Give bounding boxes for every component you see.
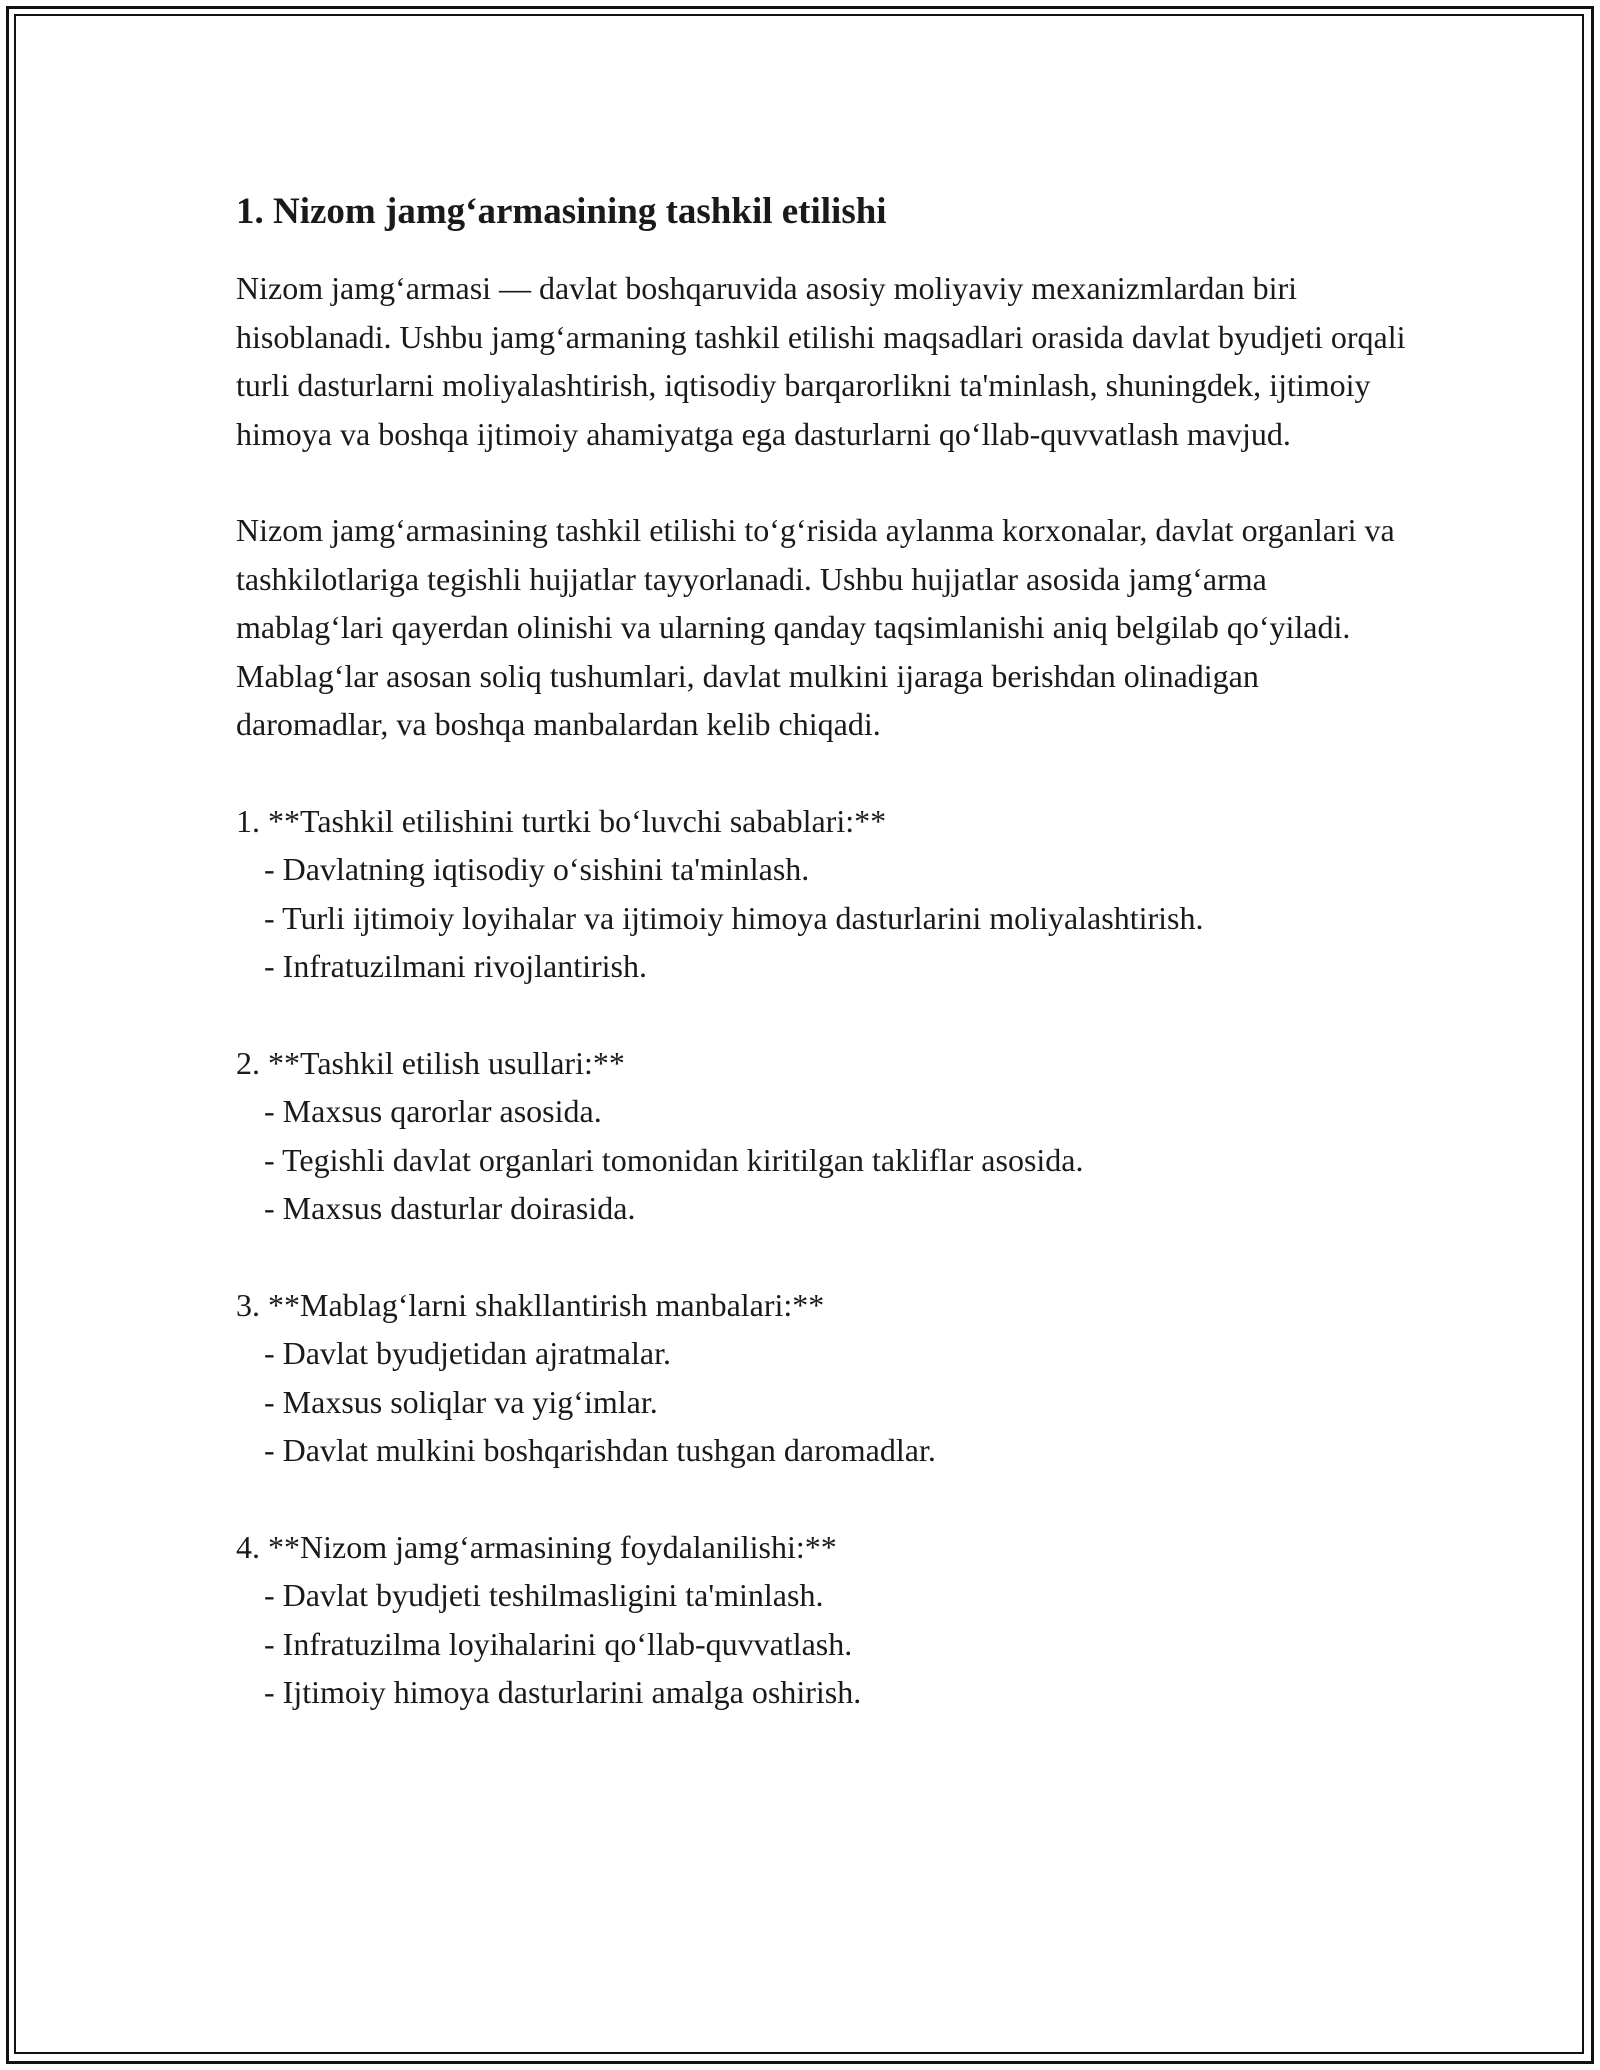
list-item: - Davlatning iqtisodiy o‘sishini ta'minlash. [264,851,810,887]
list-item: - Infratuzilmani rivojlantirish. [264,948,647,984]
section-heading: 2. **Tashkil etilish usullari:** [236,1044,625,1081]
document-title: 1. Nizom jamg‘armasining tashkil etilishi [236,191,887,232]
list-item: - Maxsus qarorlar asosida. [264,1093,602,1129]
section-heading: 1. **Tashkil etilishini turtki bo‘luvchi sabablari:** [236,802,887,839]
section-spacer [236,1475,1416,1523]
list-item: - Davlat byudjetidan ajratmalar. [264,1335,671,1371]
list-item: - Davlat mulkini boshqarishdan tushgan daromadlar. [264,1432,936,1468]
list-item: - Maxsus soliqlar va yig‘imlar. [264,1383,658,1420]
paragraph-documents: Nizom jamg‘armasining tashkil etilishi to‘g‘risida aylanma korxonalar, davlat organlari va tashkilotlariga tegishli hujjatlar tayyorlanadi. Ushbu hujjatlar asosida jamg‘arma mablag‘lari qayerdan olinishi va ularning qanday taqsimlanishi aniq belgilab qo‘yiladi. Mablag‘lar asosan soliq tushumlari, davlat mulkini ijaraga berishdan olinadigan daromadlar, va boshqa manbalardan kelib chiqadi. [236,512,1395,742]
list-item: - Infratuzilma loyihalarini qo‘llab-quvvatlash. [264,1625,853,1662]
list-item: - Maxsus dasturlar doirasida. [264,1190,636,1226]
section-spacer [236,991,1416,1039]
section-sources [236,1281,1416,1475]
section-methods [236,1039,1416,1233]
list-item: - Davlat byudjeti teshilmasligini ta'minlash. [264,1577,824,1613]
list-item: - Ijtimoiy himoya dasturlarini amalga oshirish. [264,1674,862,1710]
paragraph-spacer [236,458,1416,506]
section-spacer [236,749,1416,797]
document-body [236,186,1416,1717]
list-item: - Tegishli davlat organlari tomonidan kiritilgan takliflar asosida. [264,1141,1084,1178]
paragraph-intro: Nizom jamg‘armasi — davlat boshqaruvida asosiy moliyaviy mexanizmlardan biri hisoblanadi. Ushbu jamg‘armaning tashkil etilishi maqsadlari orasida davlat byudjeti orqali turli dasturlarni moliyalashtirish, iqtisodiy barqarorlikni ta'minlash, shuningdek, ijtimoiy himoya va boshqa ijtimoiy ahamiyatga ega dasturlarni qo‘llab-quvvatlash mavjud. [236,270,1406,452]
list-item: - Turli ijtimoiy loyihalar va ijtimoiy himoya dasturlarini moliyalashtirish. [264,899,1204,936]
section-reasons [236,797,1416,991]
section-spacer [236,1233,1416,1281]
section-heading: 3. **Mablag‘larni shakllantirish manbalari:** [236,1286,825,1323]
section-heading: 4. **Nizom jamg‘armasining foydalanilishi:** [236,1528,837,1565]
section-usage [236,1523,1416,1717]
